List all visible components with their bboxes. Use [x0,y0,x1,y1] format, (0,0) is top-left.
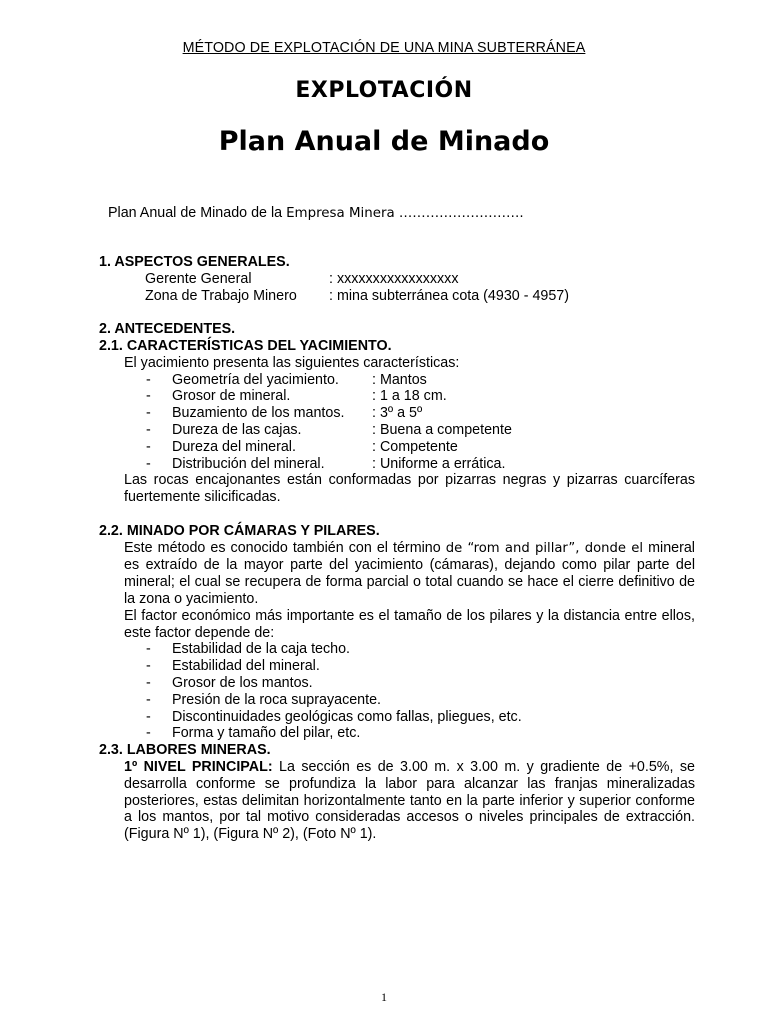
item-value: : Mantos [372,371,427,388]
item-text: Forma y tamaño del pilar, etc. [172,725,361,742]
info-key: Zona de Trabajo Minero [145,287,297,304]
item-text: Discontinuidades geológicas como fallas, pliegues, etc. [172,708,522,725]
item-key: Geometría del yacimiento. [172,371,339,388]
nivel-label: 1º NIVEL PRINCIPAL: [124,758,273,775]
paragraph-text: mineral es extraído de la mayor parte del yacimiento (cámaras), dejando como pilar parte del mineral; el cual se recupera de forma parcial o total cuando se hace el cierre definitivo de la zona o yacimiento. [124,539,695,607]
heading-antecedentes: 2. ANTECEDENTES. [99,321,236,338]
info-row [99,271,695,288]
item-text: Grosor de los mantos. [172,674,313,691]
list-item: - Estabilidad del mineral. [146,658,320,675]
list-item: - Geometría del yacimiento. : Mantos [146,371,427,388]
heading-minado: 2.2. MINADO POR CÁMARAS Y PILARES. [99,522,380,539]
paragraph-text-alt: de “rom and pillar”, donde el [445,540,644,556]
paragraph [99,540,695,608]
item-key: Dureza del mineral. [172,438,296,455]
info-value: : mina subterránea cota (4930 - 4957) [329,287,570,304]
document-header: MÉTODO DE EXPLOTACIÓN DE UNA MINA SUBTERRÁNEA [182,40,586,56]
list-item: - Distribución del mineral. : Uniforme a errática. [146,455,506,472]
paragraph-text: Este método es conocido también con el término [124,539,446,556]
document-body [99,254,695,843]
list-item: - Buzamiento de los mantos. : 3º a 5º [146,405,423,422]
item-text: Presión de la roca suprayacente. [172,691,382,708]
list-item: - Grosor de mineral. : 1 a 18 cm. [146,388,447,405]
info-value: : xxxxxxxxxxxxxxxxx [329,270,459,287]
item-text: Estabilidad de la caja techo. [172,641,351,658]
paragraph: El yacimiento presenta las siguientes características: [124,354,460,371]
list-item: - Presión de la roca suprayacente. [146,691,382,708]
item-key: Distribución del mineral. [172,455,325,472]
list-item: - Forma y tamaño del pilar, etc. [146,725,361,742]
item-value: : Competente [372,438,458,455]
list-item: - Estabilidad de la caja techo. [146,641,351,658]
list-item: - Grosor de los mantos. [146,674,313,691]
list-item: - Dureza del mineral. : Competente [146,438,458,455]
heading-labores: 2.3. LABORES MINERAS. [99,742,271,759]
section-title: EXPLOTACIÓN [295,78,473,103]
item-value: : 3º a 5º [372,405,423,422]
item-text: Estabilidad del mineral. [172,658,320,675]
paragraph: Las rocas encajonantes están conformadas por pizarras negras y pizarras cuarcíferas fuertemente silicificadas. [124,472,695,506]
heading-aspectos: 1. ASPECTOS GENERALES. [99,254,290,270]
paragraph [99,759,695,843]
item-value: : Uniforme a errática. [372,455,506,472]
paragraph: El factor económico más importante es el tamaño de los pilares y la distancia entre ellos, este factor depende de: [124,607,695,641]
item-value: : Buena a competente [372,421,512,438]
item-key: Grosor de mineral. [172,388,291,405]
info-row [99,288,695,305]
list-item: - Dureza de las cajas. : Buena a competente [146,421,512,438]
paragraph-text: La sección es de 3.00 m. x 3.00 m. y gradiente de +0.5%, se desarrolla conforme se profundiza la labor para alcanzar las franjas mineralizadas posteriores, estas delimitan horizontalmente tanto en la parte inferior y superior conforme a los mantos, por tal motivo consideradas accesos o niveles principales de extracción. (Figura Nº 1), (Figura Nº 2), (Foto Nº 1). [124,758,695,843]
item-key: Dureza de las cajas. [172,421,302,438]
page-number: 1 [381,990,387,1004]
heading-caracteristicas: 2.1. CARACTERÍSTICAS DEL YACIMIENTO. [99,337,392,354]
document-title: Plan Anual de Minado [218,126,550,157]
info-key: Gerente General [145,270,252,287]
item-key: Buzamiento de los mantos. [172,405,345,422]
item-value: : 1 a 18 cm. [372,388,447,405]
intro-line [108,205,524,221]
intro-text: Plan Anual de Minado de la [108,205,287,221]
company-name: Empresa Minera ………………………. [286,206,524,221]
list-item: - Discontinuidades geológicas como fallas, pliegues, etc. [146,708,522,725]
